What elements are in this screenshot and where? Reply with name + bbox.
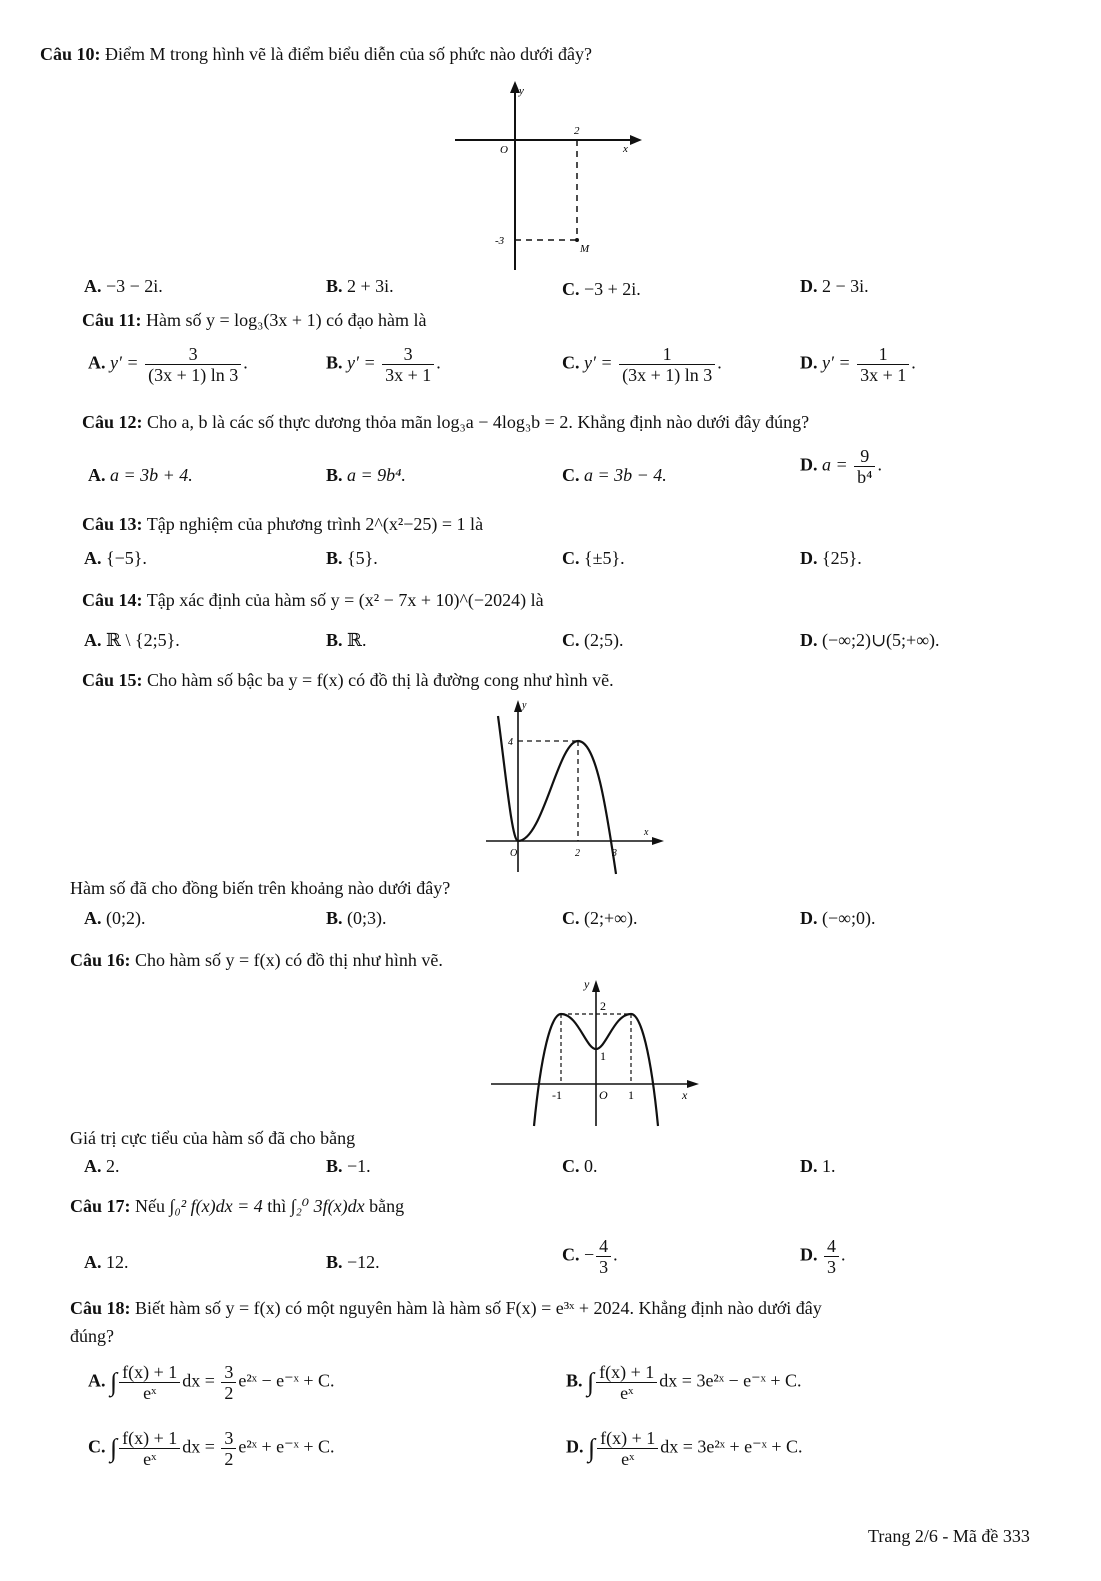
- q16-option-d[interactable]: D. 1.: [800, 1156, 836, 1176]
- q10-fig-x: x: [623, 143, 628, 155]
- q13-stem: Câu 13: Tập nghiệm của phương trình 2^(x²−25) = 1 là: [82, 514, 484, 534]
- q16-fig-1: 1: [600, 1049, 606, 1063]
- q15-fig-y: y: [522, 700, 527, 711]
- q14-option-c[interactable]: C. (2;5).: [562, 630, 624, 650]
- q10-fig-y: y: [519, 85, 524, 97]
- page-footer: Trang 2/6 - Mã đề 333: [868, 1526, 1030, 1546]
- q15-fig-4: 4: [508, 737, 513, 748]
- q13-option-a[interactable]: A. {−5}.: [84, 548, 147, 568]
- q10-option-b[interactable]: B. 2 + 3i.: [326, 276, 394, 296]
- q15-option-d[interactable]: D. (−∞;0).: [800, 908, 876, 928]
- q12-option-d[interactable]: D. a = $\frac{9}{\text{b⁴}}$ .: [800, 446, 882, 487]
- q14-option-d[interactable]: D. (−∞;2)∪(5;+∞).: [800, 630, 940, 650]
- q10-label: Câu 10:: [40, 44, 101, 64]
- q17-option-b[interactable]: B. −12.: [326, 1252, 380, 1272]
- q15-fig-x: x: [644, 827, 649, 838]
- q16-fig-2: 2: [600, 999, 606, 1013]
- q15-option-c[interactable]: C. (2;+∞).: [562, 908, 638, 928]
- q10-fig-m: M: [580, 243, 590, 255]
- q13-option-d[interactable]: D. {25}.: [800, 548, 862, 568]
- q16-fig-p1: 1: [628, 1088, 634, 1102]
- q10-option-c[interactable]: C. −3 + 2i.: [562, 279, 641, 299]
- q18-stem: Câu 18: Biết hàm số y = f(x) có một nguyên hàm là hàm số F(x) = e³ˣ + 2024. Khẳng định nào dưới đây: [70, 1298, 822, 1318]
- q10-fig-o: O: [500, 144, 508, 156]
- q11-option-d[interactable]: D. y′ = $\frac{1}{3x + 1}$ .: [800, 344, 916, 385]
- q10-option-a[interactable]: A. −3 − 2i.: [84, 276, 163, 296]
- q17-option-d[interactable]: D. $\frac{4}{3}$ .: [800, 1236, 846, 1277]
- q15-option-a[interactable]: A. (0;2).: [84, 908, 146, 928]
- q10-fig-neg3: -3: [495, 235, 505, 247]
- q10-option-d[interactable]: D. 2 − 3i.: [800, 276, 869, 296]
- q12-option-b[interactable]: B. a = 9b⁴.: [326, 465, 406, 485]
- q17-stem: Câu 17: Nếu ∫₀² f(x)dx = 4 thì ∫₂⁰ 3f(x)dx bằng: [70, 1196, 405, 1216]
- q18-option-d[interactable]: D. ∫ $\frac{f(x) + 1}{\text{eˣ}}$ dx = 3e²ˣ + e⁻ˣ + C.: [566, 1428, 803, 1469]
- q15-stem: Câu 15: Cho hàm số bậc ba y = f(x) có đồ thị là đường cong như hình vẽ.: [82, 670, 614, 690]
- q15-option-b[interactable]: B. (0;3).: [326, 908, 387, 928]
- q12-stem: Câu 12: Cho a, b là các số thực dương thỏa mãn log₃a − 4log₃b = 2. Khẳng định nào dưới đây đúng?: [82, 412, 810, 432]
- q15-fig-o: O: [510, 848, 518, 859]
- q14-option-a[interactable]: A. ℝ \ {2;5}.: [84, 630, 180, 650]
- q15-fig-2: 2: [575, 848, 580, 859]
- q15-question: Hàm số đã cho đồng biến trên khoảng nào dưới đây?: [70, 878, 451, 898]
- q16-fig-y: y: [584, 977, 590, 991]
- q14-option-b[interactable]: B. ℝ.: [326, 630, 367, 650]
- q16-fig-o: O: [599, 1088, 608, 1102]
- q10-figure: [440, 78, 680, 274]
- q16-option-a[interactable]: A. 2.: [84, 1156, 120, 1176]
- q11-stem: Câu 11: Hàm số y = log₃(3x + 1) có đạo hàm là: [82, 310, 427, 330]
- q10-stem: [40, 44, 592, 65]
- q16-option-b[interactable]: B. −1.: [326, 1156, 371, 1176]
- q17-option-a[interactable]: A. 12.: [84, 1252, 129, 1272]
- q12-option-a[interactable]: A. a = 3b + 4.: [88, 465, 193, 485]
- q13-option-b[interactable]: B. {5}.: [326, 548, 378, 568]
- q16-fig-x: x: [682, 1088, 688, 1102]
- q16-question: Giá trị cực tiểu của hàm số đã cho bằng: [70, 1128, 356, 1148]
- q18-option-a[interactable]: A. ∫ $\frac{f(x) + 1}{\text{eˣ}}$ dx = $\frac{3}{2}$ e²ˣ − e⁻ˣ + C.: [88, 1362, 335, 1403]
- q16-fig-neg1: -1: [552, 1088, 562, 1102]
- q15-figure: [478, 696, 678, 876]
- q10-text: Điểm M trong hình vẽ là điểm biểu diễn của số phức nào dưới đây?: [105, 44, 592, 64]
- q14-stem: Câu 14: Tập xác định của hàm số y = (x² − 7x + 10)^(−2024) là: [82, 590, 544, 610]
- q16-option-c[interactable]: C. 0.: [562, 1156, 598, 1176]
- q18-option-c[interactable]: C. ∫ $\frac{f(x) + 1}{\text{eˣ}}$ dx = $\frac{3}{2}$ e²ˣ + e⁻ˣ + C.: [88, 1428, 335, 1469]
- q17-option-c[interactable]: C. − $\frac{4}{3}$ .: [562, 1236, 618, 1277]
- q12-option-c[interactable]: C. a = 3b − 4.: [562, 465, 667, 485]
- q16-figure: [486, 974, 716, 1129]
- q11-option-a[interactable]: A. y′ = $\frac{3}{(3x + 1) \ln 3}$ .: [88, 344, 248, 385]
- q11-option-b[interactable]: B. y′ = $\frac{3}{3x + 1}$ .: [326, 344, 441, 385]
- q11-option-c[interactable]: C. y′ = $\frac{1}{(3x + 1) \ln 3}$ .: [562, 344, 722, 385]
- q13-option-c[interactable]: C. {±5}.: [562, 548, 625, 568]
- q18-option-b[interactable]: B. ∫ $\frac{f(x) + 1}{\text{eˣ}}$ dx = 3e²ˣ − e⁻ˣ + C.: [566, 1362, 802, 1403]
- q10-fig-2: 2: [574, 125, 580, 137]
- q15-fig-3: 3: [612, 848, 617, 859]
- q18-stem-cont: đúng?: [70, 1326, 114, 1346]
- q16-stem: Câu 16: Cho hàm số y = f(x) có đồ thị như hình vẽ.: [70, 950, 443, 970]
